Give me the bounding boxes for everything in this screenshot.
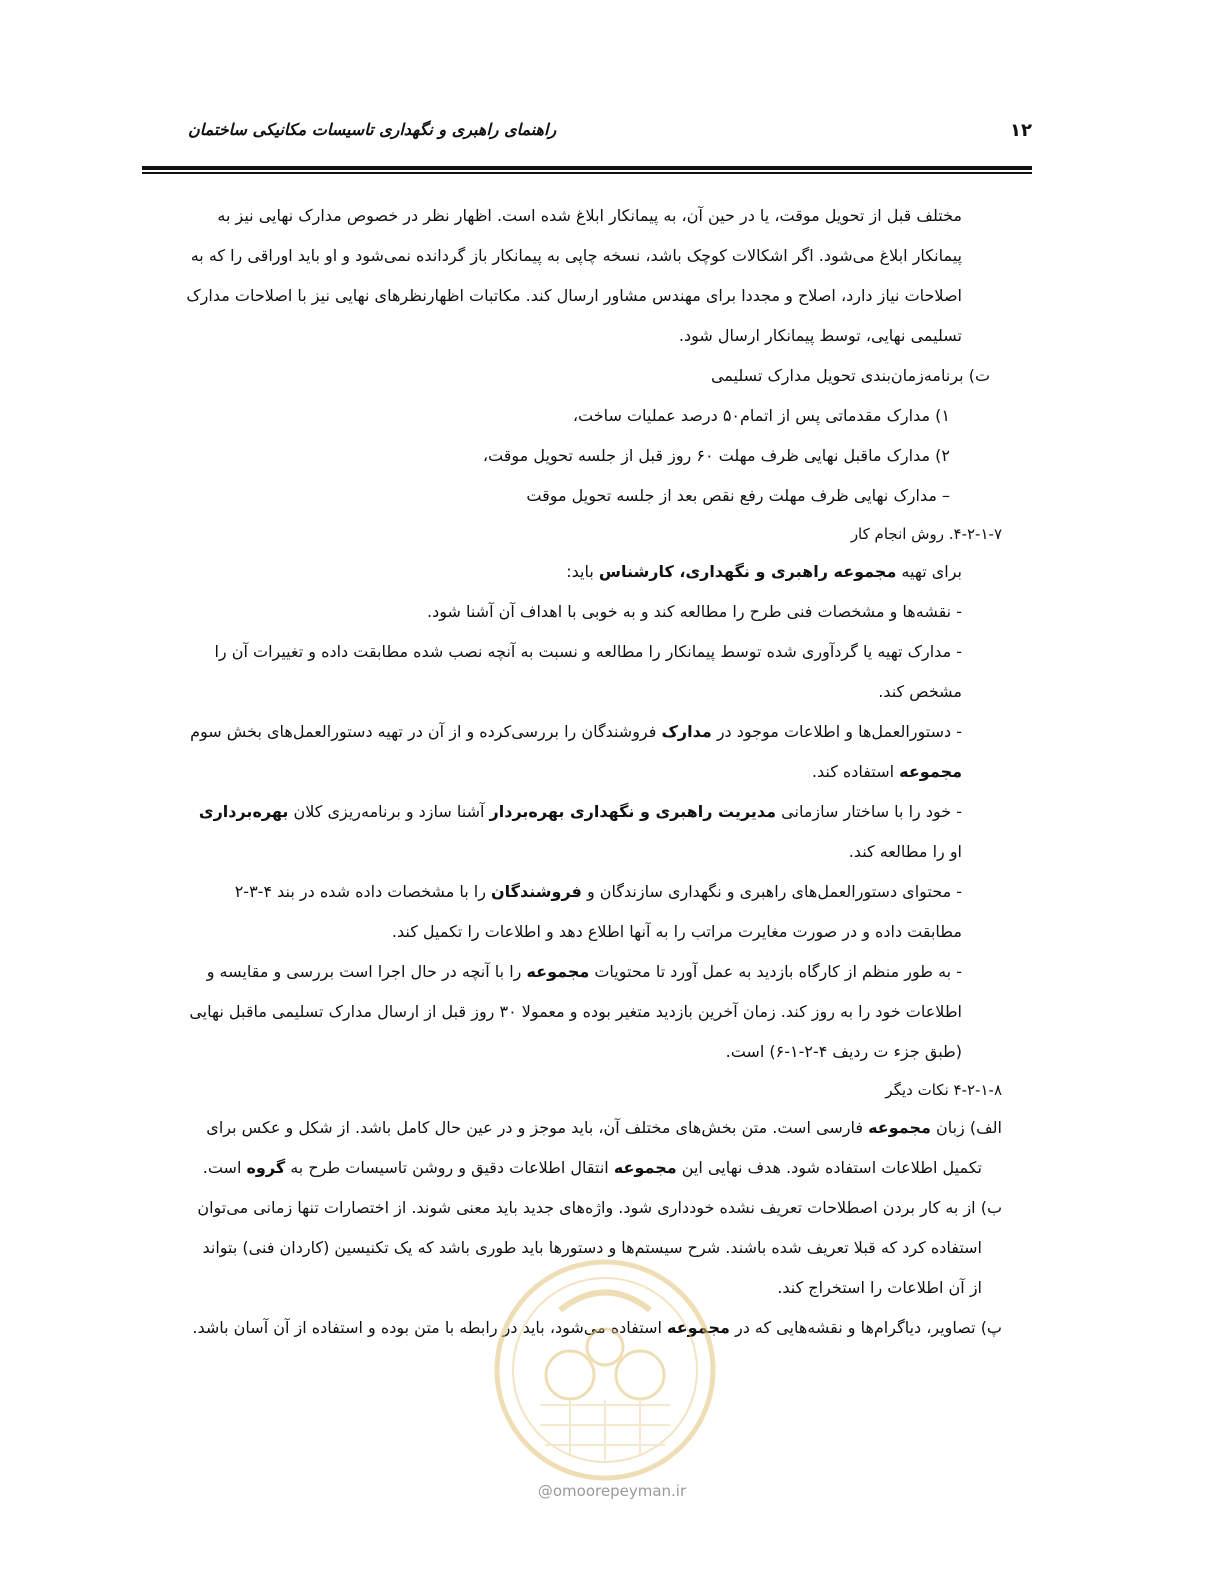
note-be-cont: استفاده کرد که قبلا تعریف شده باشند. شرح سیستم‌ها و دستورها باید طوری باشد که یک تکنیسین (کاردان فنی) بتواند xyxy=(202,1238,982,1257)
note-be-cont: از آن اطلاعات را استخراج کند. xyxy=(777,1278,982,1297)
page-body xyxy=(156,196,1032,1348)
header-rule-thick xyxy=(142,166,1032,170)
page-header xyxy=(150,116,1032,156)
header-rule-thin xyxy=(142,172,1032,174)
schedule-item-2: ۲) مدارک ماقبل نهایی ظرف مهلت ۶۰ روز قبل از جلسه تحویل موقت، xyxy=(482,446,950,465)
note-alef: الف) زبان مجموعه فارسی است. متن بخش‌های مختلف آن، باید موجز و در عین حال کامل باشد. از شکل و عکس برای xyxy=(206,1118,1002,1137)
schedule-title: ت) برنامه‌زمان‌بندی تحویل مدارک تسلیمی xyxy=(710,366,990,385)
schedule-item-3: – مدارک نهایی ظرف مهلت رفع نقص بعد از جلسه تحویل موقت xyxy=(526,486,950,505)
bullet-item-cont: مطابقت داده و در صورت مغایرت مراتب را به آنها اطلاع دهد و اطلاعات را تکمیل کند. xyxy=(391,922,962,941)
section-heading-8: ۴-۲-۱-۸ نکات دیگر xyxy=(885,1081,1002,1099)
section-7-intro: برای تهیه مجموعه راهبری و نگهداری، کارشناس باید: xyxy=(566,562,962,581)
text-line: اصلاحات نیاز دارد، اصلاح و مجددا برای مهندس مشاور ارسال کند. مکاتبات اظهارنظرهای نهایی نیز با اصلاحات مدارک xyxy=(186,286,962,305)
note-be: ب) از به کار بردن اصطلاحات تعریف نشده خودداری شود. واژه‌های جدید باید معنی شوند. از اختصارات تنها زمانی می‌توان xyxy=(197,1198,1002,1217)
note-pe: پ) تصاویر، دیاگرام‌ها و نقشه‌هایی که در مجموعه استفاده می‌شود، باید در رابطه با متن بوده و استفاده از آن آسان باشد. xyxy=(192,1318,1002,1337)
watermark-site: @omoorepeyman.ir xyxy=(537,1482,687,1500)
bullet-item-cont: مجموعه استفاده کند. xyxy=(811,762,962,781)
bullet-item: - به طور منظم از کارگاه بازدید به عمل آورد تا محتویات مجموعه را با آنچه در حال اجرا است بررسی و مقایسه و xyxy=(206,962,962,981)
bullet-item: - مدارک تهیه یا گردآوری شده توسط پیمانکار را مطالعه و نسبت به آنچه نصب شده مطابقت داده و تغییرات آن را xyxy=(214,642,962,661)
text-line: مختلف قبل از تحویل موقت، یا در حین آن، به پیمانکار ابلاغ شده است. اظهار نظر در خصوص مدارک نهایی نیز به xyxy=(217,206,962,225)
section-heading-7: ۴-۲-۱-۷. روش انجام کار xyxy=(850,525,1002,543)
section-8-body xyxy=(156,1108,1002,1348)
note-alef-cont: تکمیل اطلاعات استفاده شود. هدف نهایی این مجموعه انتقال اطلاعات دقیق و روشن تاسیسات طرح به گروه است. xyxy=(202,1158,982,1177)
text-line: تسلیمی نهایی، توسط پیمانکار ارسال شود. xyxy=(678,326,962,345)
text-line: پیمانکار ابلاغ می‌شود. اگر اشکالات کوچک باشد، نسخه چاپی به پیمانکار باز گردانده نمی‌شود و او باید اوراقی را که به xyxy=(190,246,962,265)
page-number: ۱۲ xyxy=(1010,120,1032,141)
bullet-item-cont: مشخص کند. xyxy=(878,682,962,701)
bullet-item: - خود را با ساختار سازمانی مدیریت راهبری و نگهداری بهره‌بردار آشنا سازد و برنامه‌ریزی کلان بهره‌برداری xyxy=(198,802,962,821)
bullet-item: - محتوای دستورالعمل‌های راهبری و نگهداری سازندگان و فروشندگان را با مشخصات داده شده در بند ۴-۳-۲ xyxy=(234,882,962,901)
section-7-body xyxy=(156,552,962,1072)
running-title: راهنمای راهبری و نگهداری تاسیسات مکانیکی ساختمان xyxy=(188,120,557,139)
bullet-item: - دستورالعمل‌ها و اطلاعات موجود در مدارک فروشندگان را بررسی‌کرده و از آن در تهیه دستورالعمل‌های بخش سوم xyxy=(190,722,962,741)
bullet-item-cont: اطلاعات خود را به روز کند. زمان آخرین بازدید متغیر بوده و معمولا ۳۰ روز قبل از ارسال مدارک تسلیمی ماقبل نهایی xyxy=(189,1002,962,1021)
schedule-item-1: ۱) مدارک مقدماتی پس از اتمام۵۰ درصد عملیات ساخت، xyxy=(572,406,950,425)
bullet-item-cont: (طبق جزء ت ردیف ۴-۲-۱-۶) است. xyxy=(725,1042,962,1061)
paragraph-delivery-comments xyxy=(156,196,962,356)
bullet-item: - نقشه‌ها و مشخصات فنی طرح را مطالعه کند و به خوبی با اهداف آن آشنا شود. xyxy=(426,602,962,621)
bullet-item-cont: او را مطالعه کند. xyxy=(848,842,962,861)
